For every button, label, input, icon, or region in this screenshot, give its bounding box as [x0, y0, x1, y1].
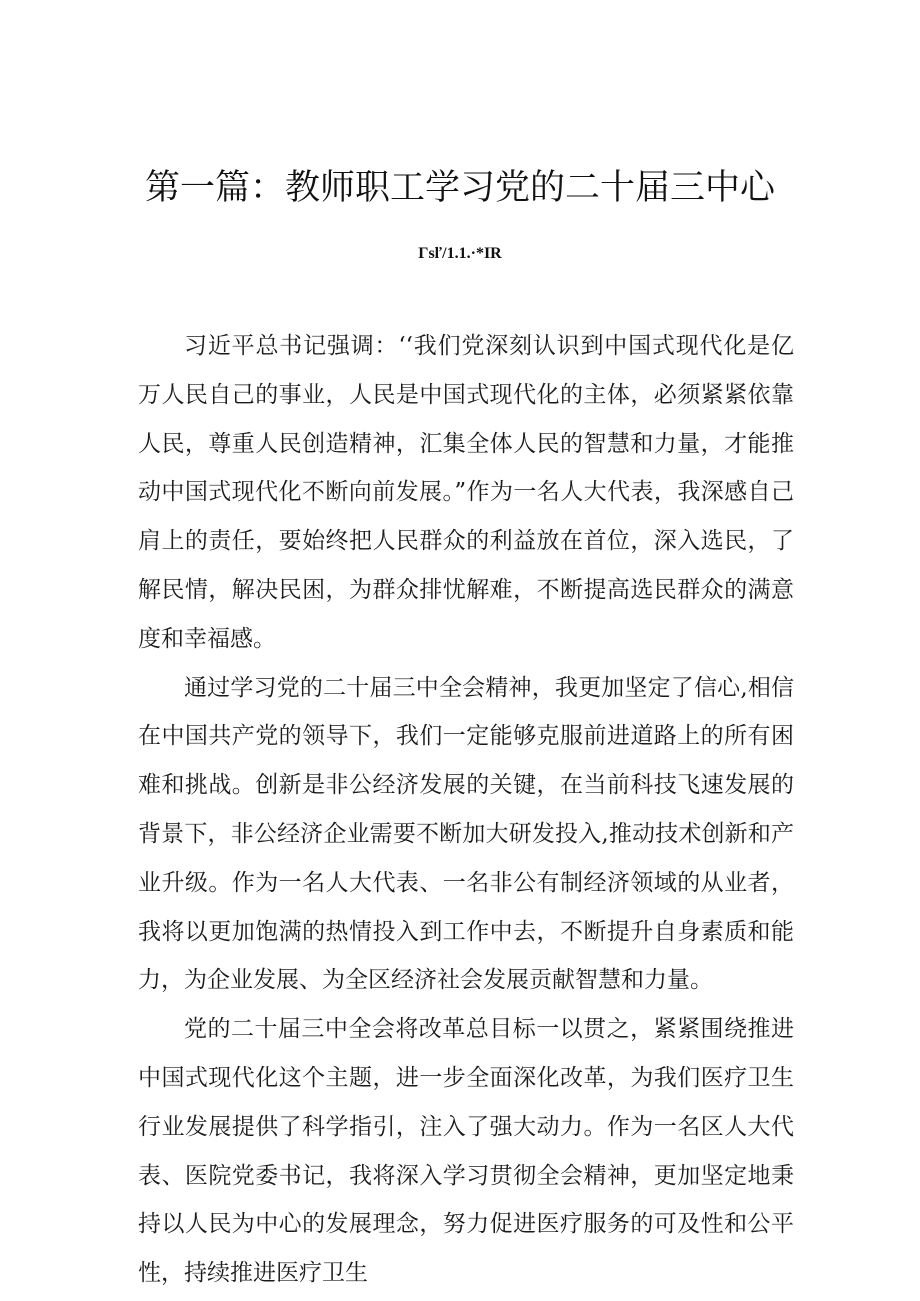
document-subtitle: Γsľ/1.1.·*IR	[418, 245, 502, 262]
paragraph-1: 习近平总书记强调：‘‘我们党深刻认识到中国式现代化是亿万人民自己的事业，人民是中国式现代化的主体，必须紧紧依靠人民，尊重人民创造精神，汇集全体人民的智慧和力量，才能推动中国式现代化不断向前发展。”作为一名人大代表，我深感自己肩上的责任，要始终把人民群众的利益放在首位，深入选民，了解民情，解决民困，为群众排忧解难，不断提高选民群众的满意度和幸福感。	[138, 333, 794, 652]
paragraph-3: 党的二十届三中全会将改革总目标一以贯之，紧紧围绕推进中国式现代化这个主题，进一步全面深化改革，为我们医疗卫生行业发展提供了科学指引，注入了强大动力。作为一名区人大代表、医院党委书记，我将深入学习贯彻全会精神，更加坚定地秉持以人民为中心的发展理念，努力促进医疗服务的可及性和公平性，持续推进医疗卫生	[138, 1016, 794, 1287]
document-title: 第一篇：教师职工学习党的二十届三中心	[144, 168, 775, 208]
paragraph-2: 通过学习党的二十届三中全会精神，我更加坚定了信心,相信在中国共产党的领导下，我们一定能够克服前进道路上的所有困难和挑战。创新是非公经济发展的关键，在当前科技飞速发展的背景下，非公经济企业需要不断加大研发投入,推动技术创新和产业升级。作为一名人大代表、一名非公有制经济领域的从业者，我将以更加饱满的热情投入到工作中去，不断提升自身素质和能力，为企业发展、为全区经济社会发展贡献智慧和力量。	[138, 674, 794, 994]
document-body	[138, 322, 794, 1298]
